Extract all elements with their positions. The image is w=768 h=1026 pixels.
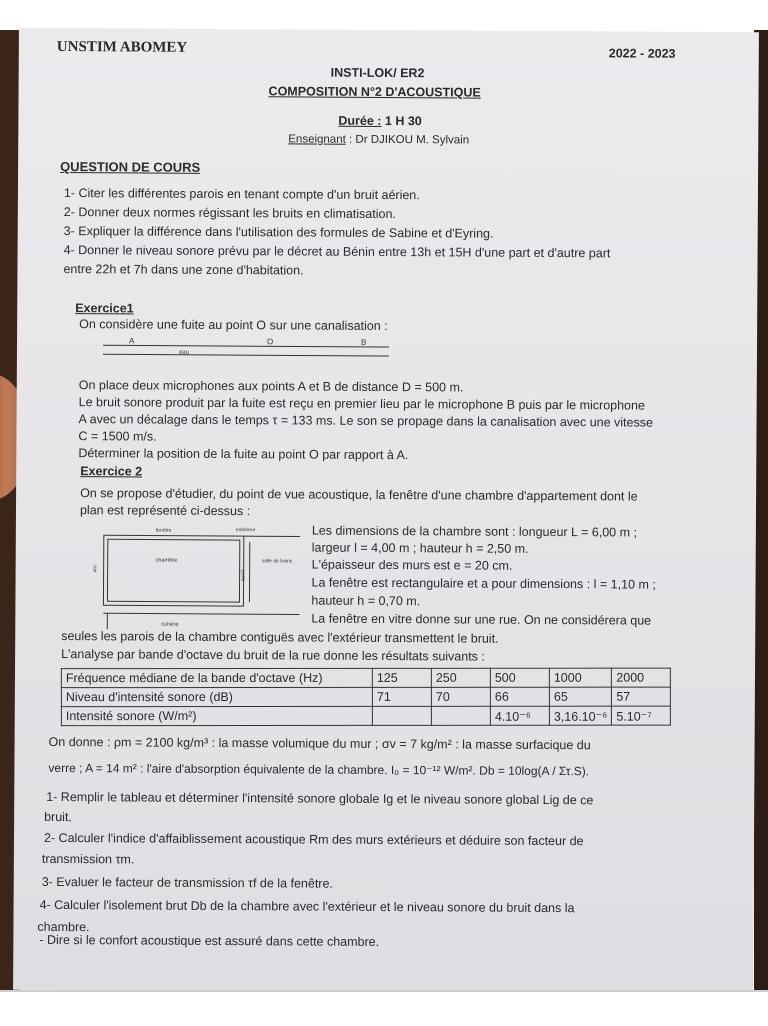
pipe-diagram bbox=[103, 334, 389, 360]
duration-value: 1 H 30 bbox=[385, 114, 422, 128]
bedroom-outline bbox=[107, 539, 239, 602]
exercise2-heading: Exercice 2 bbox=[80, 464, 142, 479]
kitchen-label: cuisine bbox=[161, 622, 178, 628]
exercise1-line-1: On place deux microphones aux points A et B de distance D = 500 m. bbox=[79, 378, 464, 395]
table-cell: 125 bbox=[372, 668, 431, 687]
table-cell: 1000 bbox=[549, 668, 611, 687]
pipe-top-line bbox=[103, 345, 389, 347]
wall-thickness: L'épaisseur des murs est e = 20 cm. bbox=[312, 558, 513, 574]
course-question-4: 4- Donner le niveau sonore prévu par le décret au Bénin entre 13h et 15H d'une part et d'autre part bbox=[64, 243, 611, 261]
street-label: rue bbox=[92, 565, 98, 572]
table-cell bbox=[372, 706, 431, 725]
question-1: 1- Remplir le tableau et déterminer l'intensité sonore globale Ig et le niveau sonore global Lig de ce bbox=[46, 790, 593, 808]
table-intro: L'analyse par bande d'octave du bruit de la rue donne les résultats suivants : bbox=[61, 647, 485, 665]
top-margin bbox=[0, 0, 768, 30]
exercise2-intro-1: On se propose d'étudier, du point de vue acoustique, la fenêtre d'une chambre d'appartement dont le bbox=[80, 486, 638, 504]
table-cell: 66 bbox=[490, 687, 549, 706]
bottom-bar bbox=[0, 990, 768, 1026]
course-question-1: 1- Citer les différentes parois en tenant compte d'un bruit aérien. bbox=[64, 186, 420, 203]
window-label: fenêtre bbox=[156, 528, 172, 534]
question-2-cont: transmission τm. bbox=[42, 852, 135, 868]
walls-statement: seules les parois de la chambre contiguës avec l'extérieur transmettent le bruit. bbox=[61, 629, 498, 647]
point-b-label: B bbox=[361, 338, 366, 347]
exercise1-line-4: C = 1500 m/s. bbox=[78, 429, 156, 444]
institution-name: UNSTIM ABOMEY bbox=[57, 40, 188, 56]
question-4: 4- Calculer l'isolement brut Db de la chambre avec l'extérieur et le niveau sonore du bruit dans la bbox=[40, 898, 575, 916]
table-row bbox=[61, 687, 670, 707]
table-cell: 57 bbox=[612, 687, 671, 706]
octave-band-table bbox=[61, 668, 672, 727]
table-cell: 3,16.10⁻⁶ bbox=[549, 706, 611, 725]
question-3: 3- Evaluer le facteur de transmission τf de la fenêtre. bbox=[42, 875, 333, 892]
duration bbox=[338, 114, 421, 130]
table-cell: 65 bbox=[549, 687, 611, 706]
table-row bbox=[61, 668, 670, 688]
window-street: La fenêtre en vitre donne sur une rue. On ne considérera que bbox=[311, 612, 651, 629]
question-4-cont: chambre. bbox=[37, 920, 89, 935]
outer-wall bbox=[103, 535, 243, 606]
window-dimensions-1: La fenêtre est rectangulaire et a pour dimensions : l = 1,10 m ; bbox=[312, 576, 656, 593]
teacher-value: : Dr DJIKOU M. Sylvain bbox=[349, 134, 469, 147]
bedroom-label: chambre bbox=[156, 558, 177, 564]
exam-sheet bbox=[13, 28, 759, 995]
table-cell: 2000 bbox=[612, 668, 671, 687]
point-a-label: A bbox=[129, 336, 135, 345]
exterior-label: extérieur bbox=[236, 527, 256, 533]
academic-year: 2022 - 2023 bbox=[609, 46, 676, 61]
exercise1-heading: Exercice1 bbox=[75, 301, 133, 316]
fluid-label: eau bbox=[179, 350, 189, 356]
pipe-bottom-line bbox=[103, 354, 389, 356]
room-plan bbox=[85, 525, 308, 630]
table-cell: 250 bbox=[431, 668, 490, 687]
class-code: INSTI-LOK/ ER2 bbox=[331, 66, 425, 82]
teacher-label: Enseignant bbox=[288, 133, 346, 145]
course-question-4-cont: entre 22h et 7h dans une zone d'habitation. bbox=[63, 262, 303, 278]
exercise1-question: Déterminer la position de la fuite au point O par rapport à A. bbox=[78, 446, 408, 463]
given-data-2: verre ; A = 14 m² : l'aire d'absorption équivalente de la chambre. I₀ = 10⁻¹² W/m². Db = 10log(A / Στ.S). bbox=[48, 761, 589, 779]
table-cell bbox=[431, 706, 490, 725]
table-row bbox=[61, 706, 670, 726]
exercise1-line-3: A avec un décalage dans le temps τ = 133 ms. Le son se propage dans la canalisation avec une vitesse bbox=[79, 412, 653, 431]
section-heading-course: QUESTION DE COURS bbox=[60, 159, 200, 175]
bathroom-label: salle de bains bbox=[262, 558, 293, 564]
exercise1-intro: On considère une fuite au point O sur une canalisation : bbox=[79, 317, 388, 334]
table-cell: 71 bbox=[372, 687, 431, 706]
door-label: porte bbox=[240, 570, 246, 582]
kitchen-wall bbox=[103, 613, 299, 614]
table-cell: 70 bbox=[431, 687, 490, 706]
exam-title: COMPOSITION N°2 D'ACOUSTIQUE bbox=[269, 84, 481, 100]
course-question-3: 3- Expliquer la différence dans l'utilisation des formules de Sabine et d'Eyring. bbox=[64, 224, 494, 242]
point-o-label: O bbox=[267, 337, 273, 346]
course-question-2: 2- Donner deux normes régissant les bruits en climatisation. bbox=[64, 205, 396, 222]
exercise1-line-2: Le bruit sonore produit par la fuite est reçu en premier lieu par le microphone B puis par le microphone bbox=[79, 395, 645, 413]
question-5: - Dire si le confort acoustique est assuré dans cette chambre. bbox=[39, 933, 379, 950]
table-cell: Fréquence médiane de la bande d'octave (Hz) bbox=[61, 668, 372, 687]
duration-label: Durée : bbox=[338, 114, 381, 128]
question-2: 2- Calculer l'indice d'affaiblissement acoustique Rm des murs extérieurs et déduire son facteur de bbox=[44, 831, 584, 849]
window-dimensions-2: hauteur h = 0,70 m. bbox=[311, 594, 420, 610]
table-cell: 500 bbox=[490, 668, 549, 687]
table-cell: 4.10⁻⁶ bbox=[490, 706, 549, 725]
table-cell: Niveau d'intensité sonore (dB) bbox=[61, 687, 372, 706]
table-cell: 5.10⁻⁷ bbox=[612, 706, 671, 725]
room-dimensions-1: Les dimensions de la chambre sont : longueur L = 6,00 m ; bbox=[312, 524, 637, 541]
given-data-1: On donne : ρm = 2100 kg/m³ : la masse volumique du mur ; σv = 7 kg/m² : la masse surfacique du bbox=[49, 735, 591, 753]
table-cell: Intensité sonore (W/m²) bbox=[61, 706, 372, 725]
room-dimensions-2: largeur l = 4,00 m ; hauteur h = 2,50 m. bbox=[312, 541, 529, 557]
teacher bbox=[288, 132, 469, 148]
question-1-cont: bruit. bbox=[44, 810, 72, 825]
exercise2-intro-2: plan est représenté ci-dessus : bbox=[80, 503, 250, 519]
